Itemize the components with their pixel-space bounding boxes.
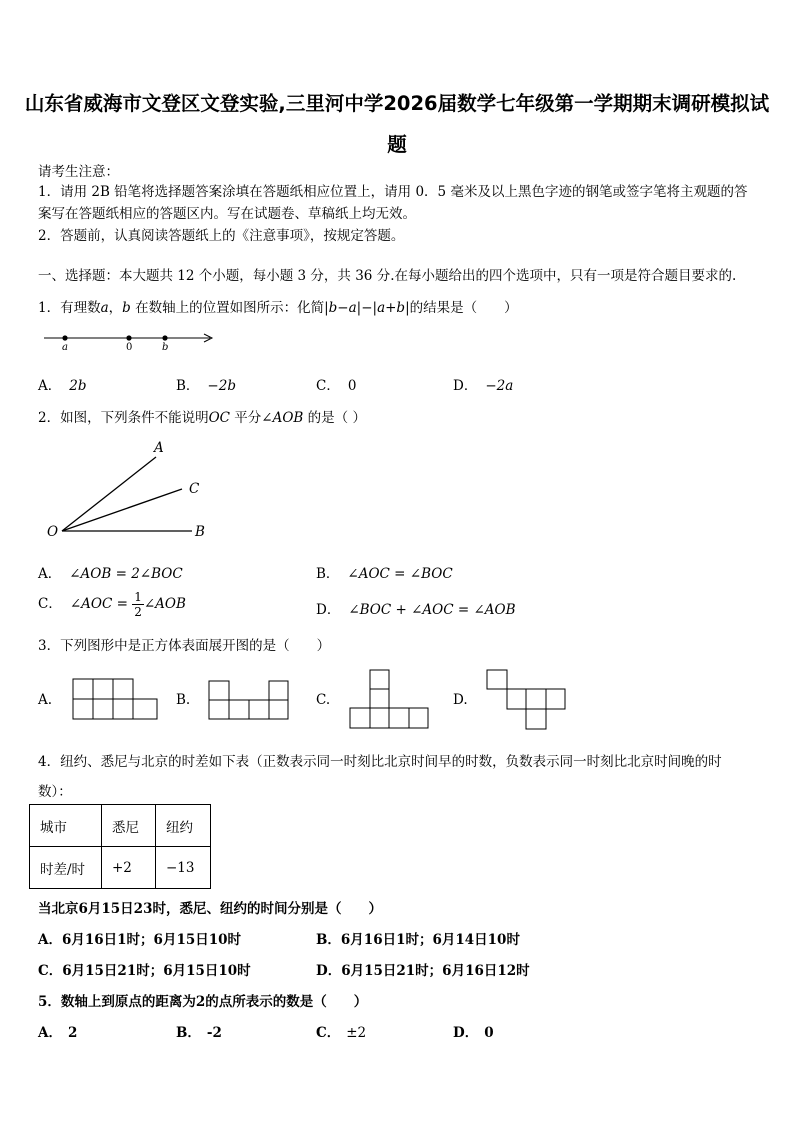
fig-label-a: A xyxy=(154,440,164,456)
q3-stem: 3．下列图形中是正方体表面展开图的是（ ） xyxy=(38,638,331,654)
document-title-line2: 题 xyxy=(387,133,407,156)
q4-stem-line2: 数）： xyxy=(38,784,72,800)
table-header-cell: 悉尼 xyxy=(102,805,156,847)
q4-option-a: A．6月16日1时；6月15日10时 xyxy=(38,932,242,948)
net-option-c xyxy=(350,670,428,728)
q5-option-a: A． 2 xyxy=(38,1025,78,1041)
q5-option-b: B． -2 xyxy=(176,1025,222,1041)
axis-label-a: a xyxy=(62,342,68,353)
table-header-row xyxy=(30,805,211,847)
q4-option-b: B．6月16日1时；6月14日10时 xyxy=(316,932,520,948)
fraction-one-half: $\frac{1}{2}$ xyxy=(134,590,142,619)
q1-var-b: b xyxy=(122,300,131,316)
q1-option-a: A． 2b xyxy=(38,378,87,394)
section-heading: 一、选择题：本大题共 12 个小题，每小题 3 分，共 36 分.在每小题给出的四个选项中，只有一项是符合题目要求的. xyxy=(38,268,737,284)
q4-question: 当北京6月15日23时，悉尼、纽约的时间分别是（ ） xyxy=(38,901,382,917)
table-cell: +2 xyxy=(102,847,156,889)
table-cell: −13 xyxy=(156,847,211,889)
time-difference-table xyxy=(29,804,211,889)
q3-option-d-letter: D. xyxy=(453,692,468,708)
axis-label-b: b xyxy=(162,342,169,353)
q4-option-d: D．6月15日21时；6月16日12时 xyxy=(316,963,530,979)
fig-label-o: O xyxy=(47,524,59,540)
q2-ray-oc: OC xyxy=(208,410,230,426)
net-option-d xyxy=(487,670,565,729)
net-option-b xyxy=(209,681,288,719)
q1-stem-pre: 1．有理数 xyxy=(38,300,101,316)
q1-expression: |b−a|−|a+b| xyxy=(324,300,410,316)
table-cell: 时差/时 xyxy=(30,847,102,889)
q4-option-c: C．6月15日21时；6月15日10时 xyxy=(38,963,251,979)
q1-stem-mid: 在数轴上的位置如图所示：化简 xyxy=(130,300,325,316)
q3-option-c-letter: C. xyxy=(316,692,331,708)
table-header-cell: 城市 xyxy=(30,805,102,847)
q1-stem-post: 的结果是（ ） xyxy=(409,300,518,316)
document-title-line1: 山东省威海市文登区文登实验,三里河中学2026届数学七年级第一学期期末调研模拟试 xyxy=(24,92,770,115)
q1-sep: ， xyxy=(108,300,123,316)
q2-option-a: A． ∠AOB = 2∠BOC xyxy=(38,566,183,582)
q1-option-c: C． 0 xyxy=(316,378,357,394)
q3-option-b-letter: B. xyxy=(176,692,191,708)
q2-option-c: C． ∠AOC = $\frac{1}{2}$ ∠AOB xyxy=(38,590,186,619)
q2-angle-aob: ∠AOB xyxy=(261,410,304,426)
q5-option-d: D． 0 xyxy=(453,1025,494,1041)
q2-stem: 2．如图，下列条件不能说明OC 平分∠AOB 的是（ ） xyxy=(38,410,366,426)
table-row xyxy=(30,847,211,889)
q3-option-a-letter: A. xyxy=(38,692,53,708)
q1-option-b: B． −2b xyxy=(176,378,236,394)
axis-label-zero: 0 xyxy=(126,342,133,353)
notice-item1-line2: 案写在答题纸相应的答题区内。写在试题卷、草稿纸上均无效。 xyxy=(38,206,416,222)
fig-label-b: B xyxy=(195,524,205,540)
q5-option-c: C． ±2 xyxy=(316,1025,367,1041)
q5-stem: 5．数轴上到原点的距离为2的点所表示的数是（ ） xyxy=(38,994,368,1010)
q2-option-d: D． ∠BOC + ∠AOC = ∠AOB xyxy=(316,602,516,618)
fig-label-c: C xyxy=(189,481,200,497)
table-header-cell: 纽约 xyxy=(156,805,211,847)
q1-var-a: a xyxy=(100,300,109,316)
q1-option-d: D． −2a xyxy=(453,378,514,394)
net-option-a xyxy=(73,679,157,719)
notice-heading: 请考生注意： xyxy=(38,164,119,180)
q2-option-b: B． ∠AOC = ∠BOC xyxy=(316,566,453,582)
notice-item1-line1: 1．请用 2B 铅笔将选择题答案涂填在答题纸相应位置上，请用 0．5 毫米及以上黑色字迹的钢笔或签字笔将主观题的答 xyxy=(38,184,748,200)
q4-stem-line1: 4．纽约、悉尼与北京的时差如下表（正数表示同一时刻比北京时间早的时数，负数表示同一时刻比北京时间晚的时 xyxy=(38,754,722,770)
notice-item2: 2．答题前，认真阅读答题纸上的《注意事项》，按规定答题。 xyxy=(38,228,405,244)
